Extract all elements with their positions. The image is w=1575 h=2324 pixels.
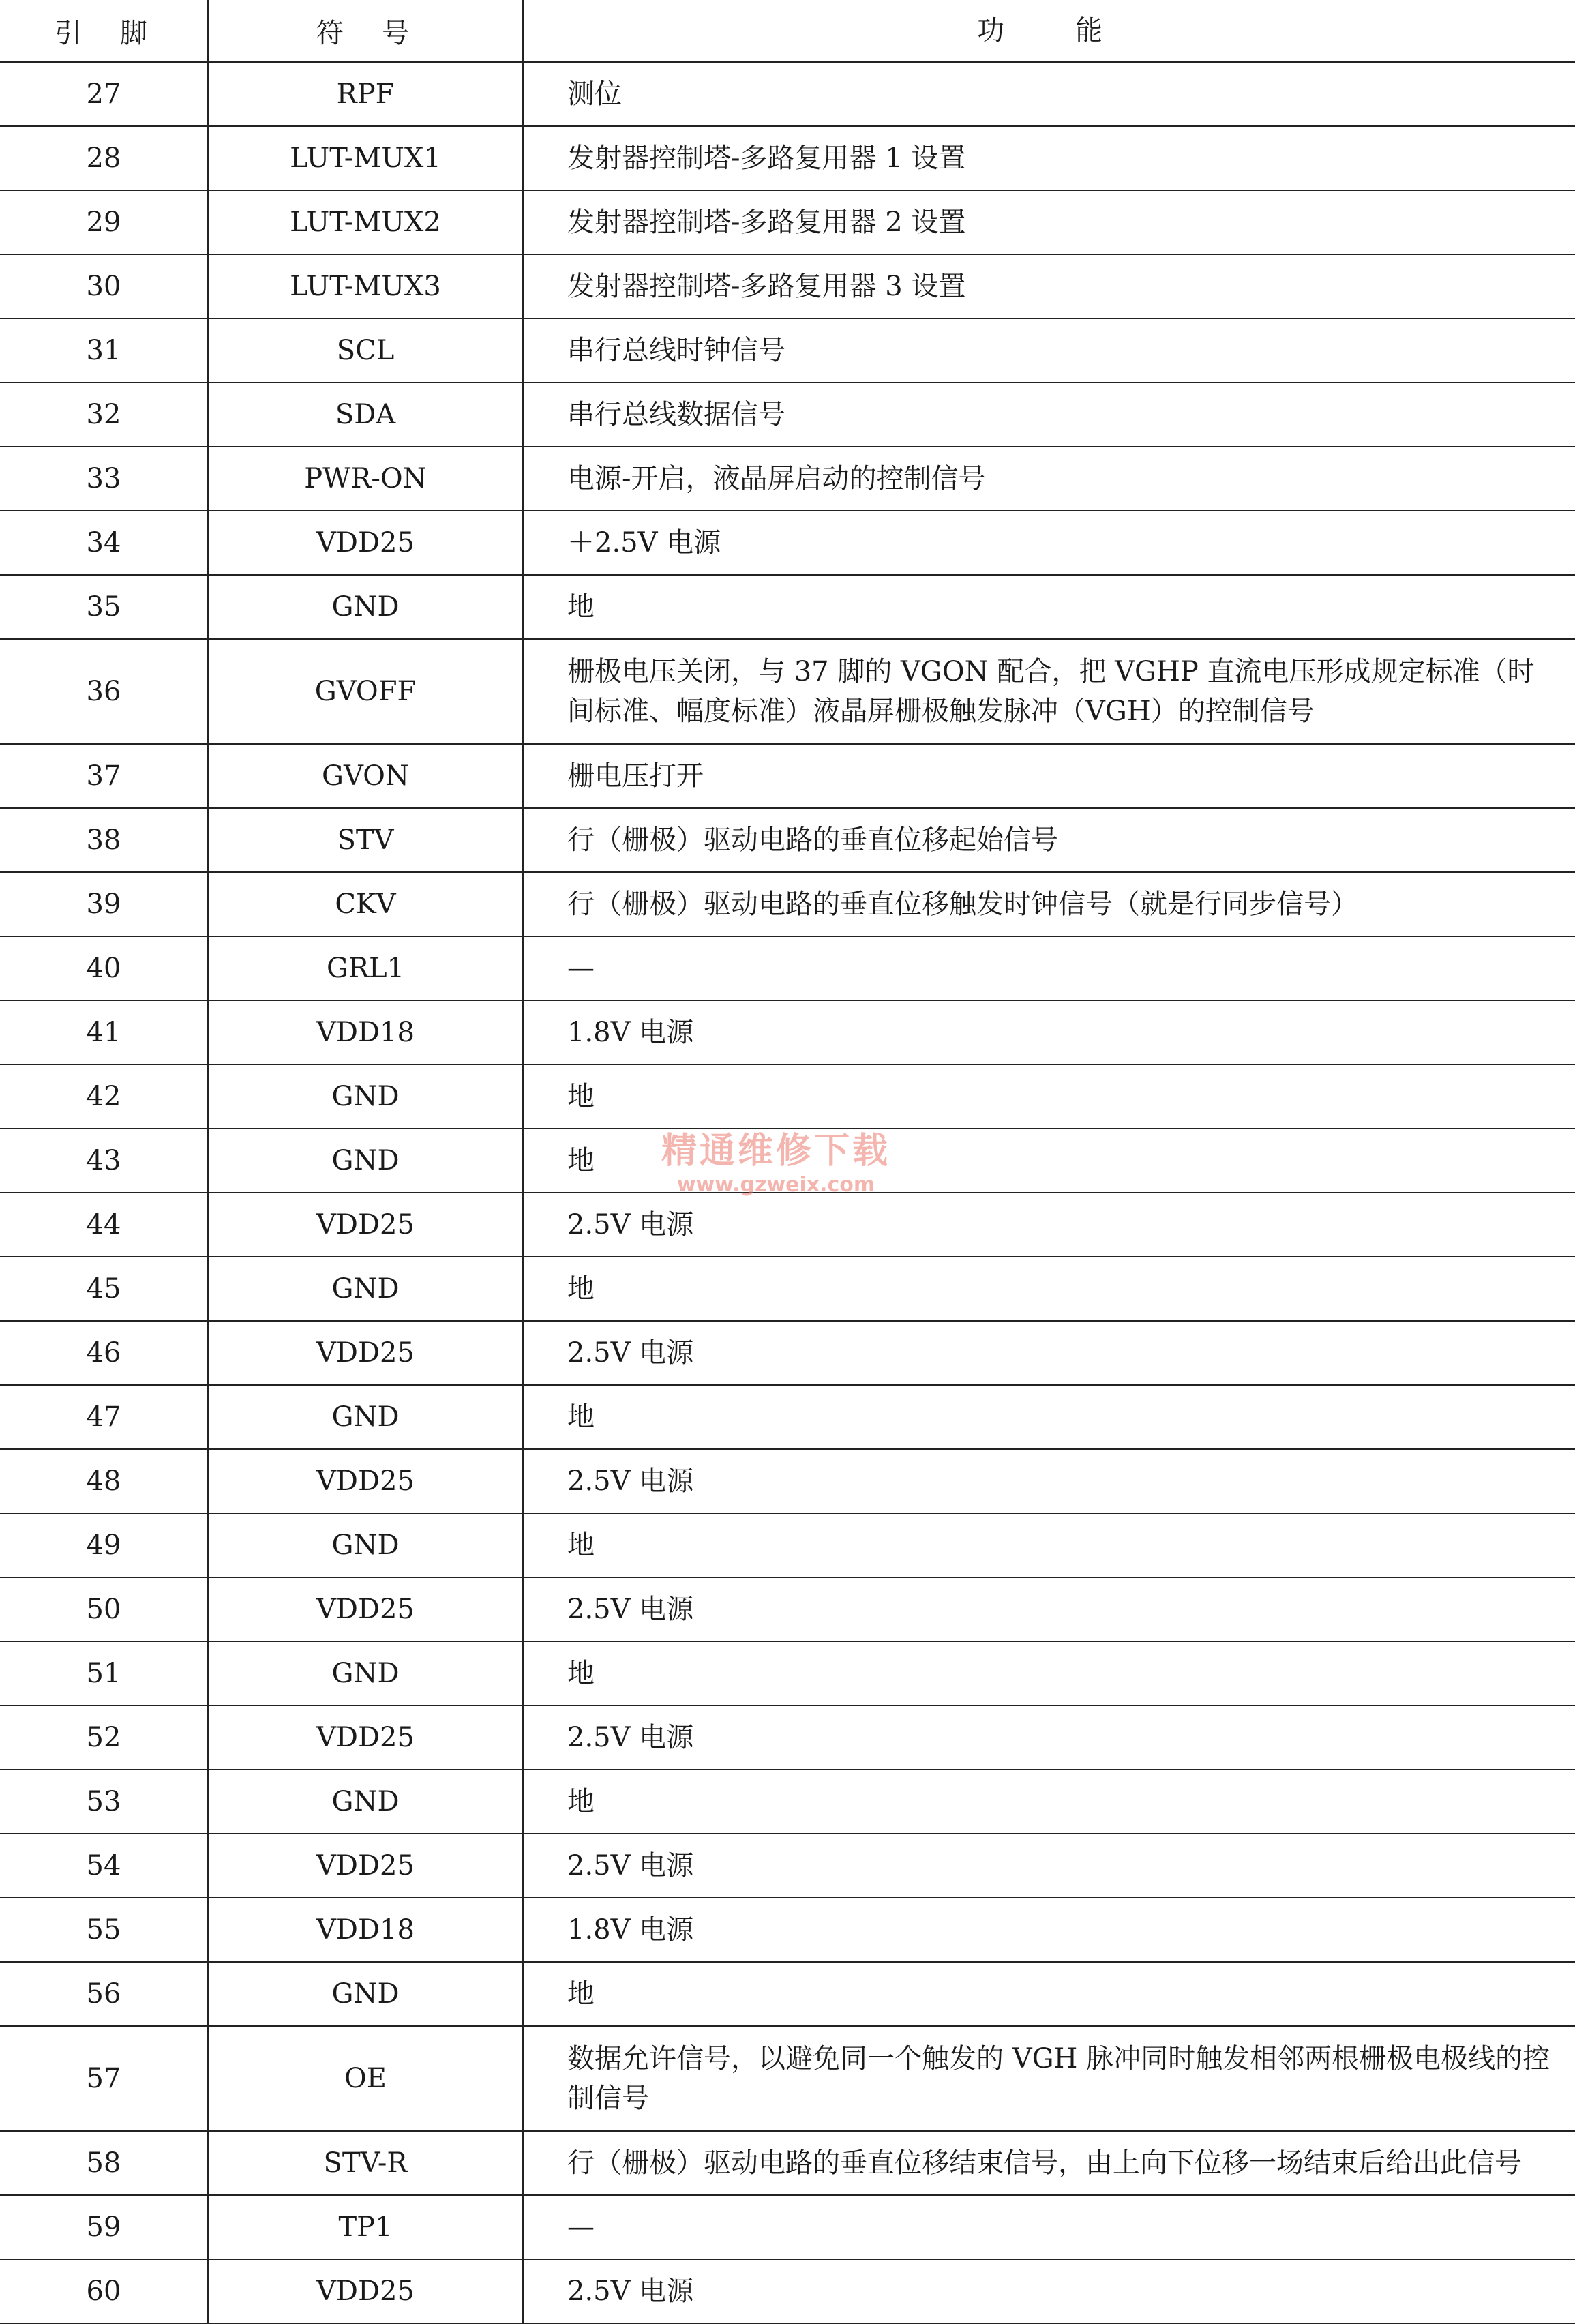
table-row — [0, 872, 1575, 936]
table-row — [0, 1064, 1575, 1129]
header-symbol: 符 号 — [208, 0, 523, 62]
watermark — [661, 1122, 890, 1197]
table-row — [0, 1898, 1575, 1962]
function-cell: 地 — [523, 1385, 1575, 1449]
symbol-cell: GND — [208, 1962, 523, 2026]
function-cell: 发射器控制塔-多路复用器 3 设置 — [523, 254, 1575, 318]
symbol-cell: GVON — [208, 744, 523, 808]
table-row — [0, 1962, 1575, 2026]
symbol-cell: TP1 — [208, 2195, 523, 2259]
watermark-title: 精通维修下载 — [661, 1131, 891, 1172]
pin-cell: 56 — [0, 1962, 208, 2026]
symbol-cell: GND — [208, 1385, 523, 1449]
pin-cell: 49 — [0, 1513, 208, 1577]
table-row — [0, 936, 1575, 1000]
table-row — [0, 383, 1575, 447]
symbol-cell: SDA — [208, 383, 523, 447]
symbol-cell: GND — [208, 1641, 523, 1705]
function-cell: 地 — [523, 1513, 1575, 1577]
table-row — [0, 808, 1575, 872]
pin-cell: 51 — [0, 1641, 208, 1705]
pin-cell: 37 — [0, 744, 208, 808]
function-cell: 地 — [523, 1641, 1575, 1705]
table-header-row — [0, 0, 1575, 62]
symbol-cell: VDD25 — [208, 1193, 523, 1257]
table-row — [0, 2195, 1575, 2259]
header-function: 功 能 — [523, 0, 1575, 62]
function-cell: 地 — [523, 1064, 1575, 1129]
table-row — [0, 1513, 1575, 1577]
table-row — [0, 62, 1575, 126]
function-cell: 栅电压打开 — [523, 744, 1575, 808]
table-row — [0, 318, 1575, 383]
pin-cell: 31 — [0, 318, 208, 383]
pin-cell: 48 — [0, 1449, 208, 1513]
symbol-cell: GND — [208, 1513, 523, 1577]
function-cell: 串行总线数据信号 — [523, 383, 1575, 447]
table-row — [0, 2026, 1575, 2131]
table-row — [0, 575, 1575, 639]
symbol-cell: CKV — [208, 872, 523, 936]
function-cell: 2.5V 电源 — [523, 1449, 1575, 1513]
symbol-cell: GND — [208, 575, 523, 639]
pin-cell: 57 — [0, 2026, 208, 2131]
function-cell: 测位 — [523, 62, 1575, 126]
symbol-cell: LUT-MUX2 — [208, 190, 523, 254]
pin-cell: 35 — [0, 575, 208, 639]
pin-cell: 53 — [0, 1770, 208, 1834]
table-row — [0, 447, 1575, 511]
function-cell: — — [523, 936, 1575, 1000]
table-row — [0, 1257, 1575, 1321]
symbol-cell: OE — [208, 2026, 523, 2131]
table-row — [0, 1321, 1575, 1385]
pin-cell: 33 — [0, 447, 208, 511]
pin-cell: 32 — [0, 383, 208, 447]
symbol-cell: VDD25 — [208, 2259, 523, 2323]
function-cell: 行（栅极）驱动电路的垂直位移触发时钟信号（就是行同步信号） — [523, 872, 1575, 936]
pin-cell: 40 — [0, 936, 208, 1000]
symbol-cell: STV — [208, 808, 523, 872]
function-cell: 2.5V 电源 — [523, 2259, 1575, 2323]
function-cell: 发射器控制塔-多路复用器 2 设置 — [523, 190, 1575, 254]
table-row — [0, 1385, 1575, 1449]
function-cell: 行（栅极）驱动电路的垂直位移起始信号 — [523, 808, 1575, 872]
function-cell: 行（栅极）驱动电路的垂直位移结束信号，由上向下位移一场结束后给出此信号 — [523, 2131, 1575, 2195]
table-row — [0, 190, 1575, 254]
pin-cell: 60 — [0, 2259, 208, 2323]
pin-cell: 58 — [0, 2131, 208, 2195]
symbol-cell: GVOFF — [208, 639, 523, 744]
table-row — [0, 639, 1575, 744]
function-cell: 2.5V 电源 — [523, 1577, 1575, 1641]
function-cell: 地 — [523, 1962, 1575, 2026]
table-row — [0, 1193, 1575, 1257]
symbol-cell: VDD25 — [208, 1321, 523, 1385]
pin-cell: 41 — [0, 1000, 208, 1064]
table-row — [0, 1834, 1575, 1898]
function-cell: 数据允许信号，以避免同一个触发的 VGH 脉冲同时触发相邻两根栅极电极线的控制信号 — [523, 2026, 1575, 2131]
table-row — [0, 1449, 1575, 1513]
pin-cell: 36 — [0, 639, 208, 744]
pin-cell: 38 — [0, 808, 208, 872]
symbol-cell: VDD25 — [208, 511, 523, 575]
pin-cell: 39 — [0, 872, 208, 936]
pin-cell: 55 — [0, 1898, 208, 1962]
table-row — [0, 1000, 1575, 1064]
function-cell: — — [523, 2195, 1575, 2259]
function-cell: 1.8V 电源 — [523, 1000, 1575, 1064]
pin-cell: 30 — [0, 254, 208, 318]
symbol-cell: VDD18 — [208, 1898, 523, 1962]
pin-cell: 52 — [0, 1705, 208, 1770]
symbol-cell: VDD18 — [208, 1000, 523, 1064]
function-cell: ＋2.5V 电源 — [523, 511, 1575, 575]
function-cell: 2.5V 电源 — [523, 1321, 1575, 1385]
function-cell: 2.5V 电源 — [523, 1705, 1575, 1770]
symbol-cell: GND — [208, 1064, 523, 1129]
table-row — [0, 1641, 1575, 1705]
pin-cell: 42 — [0, 1064, 208, 1129]
function-cell: 2.5V 电源 — [523, 1834, 1575, 1898]
table-row — [0, 2259, 1575, 2323]
function-cell: 发射器控制塔-多路复用器 1 设置 — [523, 126, 1575, 190]
header-pin: 引 脚 — [0, 0, 208, 62]
symbol-cell: STV-R — [208, 2131, 523, 2195]
symbol-cell: VDD25 — [208, 1705, 523, 1770]
pin-cell: 27 — [0, 62, 208, 126]
symbol-cell: LUT-MUX3 — [208, 254, 523, 318]
function-cell: 电源-开启，液晶屏启动的控制信号 — [523, 447, 1575, 511]
function-cell: 1.8V 电源 — [523, 1898, 1575, 1962]
pin-cell: 43 — [0, 1129, 208, 1193]
function-cell: 地 — [523, 1770, 1575, 1834]
pin-cell: 45 — [0, 1257, 208, 1321]
pin-cell: 47 — [0, 1385, 208, 1449]
function-cell: 栅极电压关闭，与 37 脚的 VGON 配合，把 VGHP 直流电压形成规定标准（时间标准、幅度标准）液晶屏栅极触发脉冲（VGH）的控制信号 — [523, 639, 1575, 744]
symbol-cell: LUT-MUX1 — [208, 126, 523, 190]
table-row — [0, 1705, 1575, 1770]
pin-cell: 28 — [0, 126, 208, 190]
function-cell: 地 — [523, 1129, 1575, 1193]
table-row — [0, 2131, 1575, 2195]
pin-cell: 54 — [0, 1834, 208, 1898]
symbol-cell: RPF — [208, 62, 523, 126]
symbol-cell: GND — [208, 1770, 523, 1834]
function-cell: 地 — [523, 1257, 1575, 1321]
table-row — [0, 126, 1575, 190]
function-cell: 串行总线时钟信号 — [523, 318, 1575, 383]
symbol-cell: VDD25 — [208, 1449, 523, 1513]
symbol-cell: GND — [208, 1257, 523, 1321]
table-row — [0, 1770, 1575, 1834]
watermark-url: www.gzweix.com — [676, 1173, 875, 1197]
table-row — [0, 511, 1575, 575]
function-cell: 2.5V 电源 — [523, 1193, 1575, 1257]
symbol-cell: GND — [208, 1129, 523, 1193]
pin-cell: 50 — [0, 1577, 208, 1641]
pin-cell: 46 — [0, 1321, 208, 1385]
table-row — [0, 254, 1575, 318]
pin-cell: 59 — [0, 2195, 208, 2259]
pin-cell: 34 — [0, 511, 208, 575]
symbol-cell: SCL — [208, 318, 523, 383]
pin-cell: 29 — [0, 190, 208, 254]
table-row — [0, 1577, 1575, 1641]
function-cell: 地 — [523, 575, 1575, 639]
symbol-cell: VDD25 — [208, 1577, 523, 1641]
pin-cell: 44 — [0, 1193, 208, 1257]
symbol-cell: VDD25 — [208, 1834, 523, 1898]
symbol-cell: PWR-ON — [208, 447, 523, 511]
table-row — [0, 744, 1575, 808]
symbol-cell: GRL1 — [208, 936, 523, 1000]
